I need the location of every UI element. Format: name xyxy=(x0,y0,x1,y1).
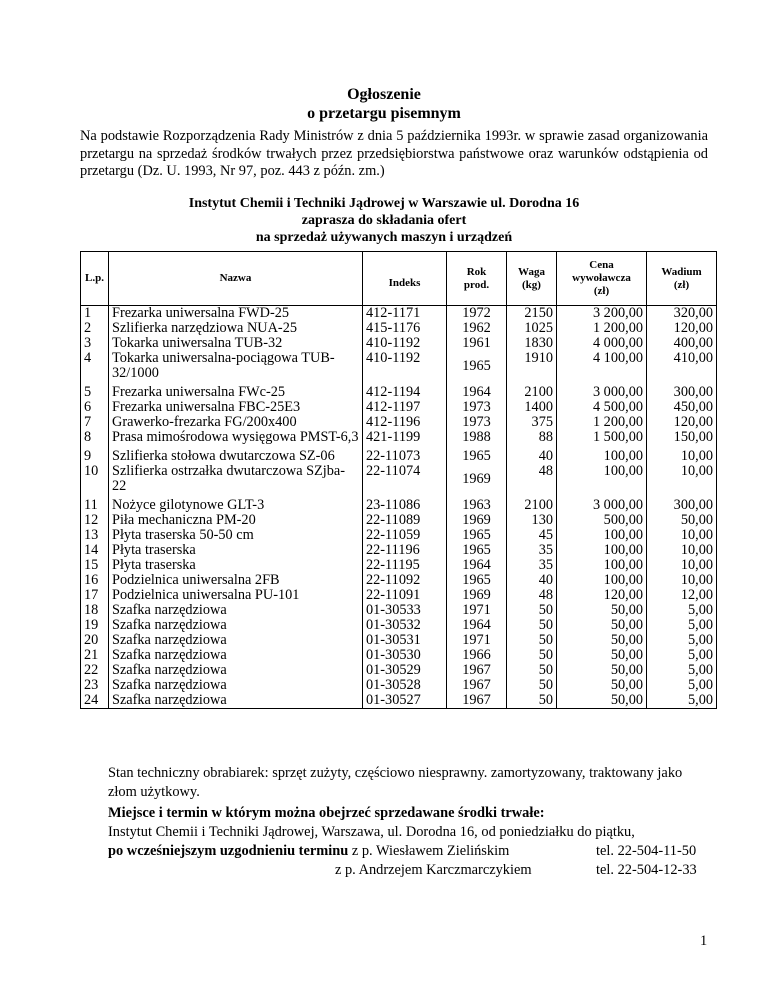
row-waga: 2100 xyxy=(507,381,557,400)
row-waga: 1910 xyxy=(507,351,557,381)
row-indeks: 412-1197 xyxy=(363,400,447,415)
row-wadium: 120,00 xyxy=(647,321,717,336)
contact-person-2: z p. Andrzejem Karczmarczykiem xyxy=(335,862,532,878)
row-cena: 1 200,00 xyxy=(557,321,647,336)
table-row xyxy=(81,336,717,351)
row-rok: 1966 xyxy=(447,648,507,663)
row-nazwa: Płyta traserska xyxy=(109,558,363,573)
row-wadium: 450,00 xyxy=(647,400,717,415)
header-indeks: Indeks xyxy=(363,252,447,306)
row-indeks: 01-30531 xyxy=(363,633,447,648)
row-rok: 1964 xyxy=(447,618,507,633)
row-nazwa: Grawerko-frezarka FG/200x400 xyxy=(109,415,363,430)
row-cena: 3 000,00 xyxy=(557,381,647,400)
row-wadium: 10,00 xyxy=(647,464,717,494)
row-waga: 1025 xyxy=(507,321,557,336)
row-nazwa: Szafka narzędziowa xyxy=(109,618,363,633)
row-nazwa: Szlifierka ostrzałka dwutarczowa SZjba-22 xyxy=(109,464,363,494)
row-lp: 24 xyxy=(81,693,109,709)
row-nazwa: Podzielnica uniwersalna PU-101 xyxy=(109,588,363,603)
arrangement-note: po wcześniejszym uzgodnieniu terminu xyxy=(108,843,349,859)
row-nazwa: Szafka narzędziowa xyxy=(109,648,363,663)
table-row xyxy=(81,381,717,400)
row-wadium: 5,00 xyxy=(647,618,717,633)
header-nazwa: Nazwa xyxy=(109,252,363,306)
row-rok: 1973 xyxy=(447,415,507,430)
row-rok: 1961 xyxy=(447,336,507,351)
table-row xyxy=(81,464,717,494)
table-row xyxy=(81,588,717,603)
row-cena: 50,00 xyxy=(557,693,647,709)
table-row xyxy=(81,494,717,513)
row-indeks: 22-11074 xyxy=(363,464,447,494)
row-rok: 1967 xyxy=(447,678,507,693)
row-cena: 100,00 xyxy=(557,464,647,494)
row-indeks: 22-11092 xyxy=(363,573,447,588)
contact-phone-1: tel. 22-504-11-50 xyxy=(596,843,697,859)
row-indeks: 410-1192 xyxy=(363,351,447,381)
row-waga: 50 xyxy=(507,678,557,693)
row-rok: 1967 xyxy=(447,663,507,678)
row-rok: 1967 xyxy=(447,693,507,709)
organization-line: Instytut Chemii i Techniki Jądrowej w Warszawie ul. Dorodna 16 xyxy=(188,196,580,211)
row-rok: 1963 xyxy=(447,494,507,513)
row-rok: 1969 xyxy=(447,464,507,494)
header-lp: L.p. xyxy=(81,252,109,306)
row-nazwa: Szlifierka stołowa dwutarczowa SZ-06 xyxy=(109,445,363,464)
intro-paragraph: Na podstawie Rozporządzenia Rady Ministrów z dnia 5 października 1993r. w sprawie zasad organizowania przetargu na sprzedaż środków trwałych przez przedsiębiorstwa państwowe oraz warunków odstąpienia od przetargu (Dz. U. 1993, Nr 97, poz. 443 z późn. zm.) xyxy=(80,128,708,179)
row-indeks: 22-11196 xyxy=(363,543,447,558)
row-nazwa: Nożyce gilotynowe GLT-3 xyxy=(109,494,363,513)
row-wadium: 50,00 xyxy=(647,513,717,528)
page-number: 1 xyxy=(700,933,708,949)
row-rok: 1969 xyxy=(447,588,507,603)
sale-subject-line: na sprzedaż używanych maszyn i urządzeń xyxy=(255,230,513,245)
table-row xyxy=(81,543,717,558)
table-row xyxy=(81,445,717,464)
row-cena: 4 000,00 xyxy=(557,336,647,351)
row-lp: 4 xyxy=(81,351,109,381)
row-lp: 5 xyxy=(81,381,109,400)
row-lp: 16 xyxy=(81,573,109,588)
row-rok: 1972 xyxy=(447,306,507,322)
row-waga: 1830 xyxy=(507,336,557,351)
row-nazwa: Szafka narzędziowa xyxy=(109,693,363,709)
row-indeks: 22-11059 xyxy=(363,528,447,543)
row-lp: 8 xyxy=(81,430,109,445)
row-indeks: 421-1199 xyxy=(363,430,447,445)
table-row xyxy=(81,351,717,381)
row-nazwa: Podzielnica uniwersalna 2FB xyxy=(109,573,363,588)
row-lp: 20 xyxy=(81,633,109,648)
row-rok: 1965 xyxy=(447,351,507,381)
table-row xyxy=(81,648,717,663)
row-wadium: 5,00 xyxy=(647,693,717,709)
table-header-row xyxy=(81,252,717,306)
row-indeks: 01-30527 xyxy=(363,693,447,709)
row-rok: 1965 xyxy=(447,528,507,543)
row-indeks: 01-30532 xyxy=(363,618,447,633)
header-rok: Rok prod. xyxy=(447,252,507,306)
table-row xyxy=(81,603,717,618)
row-cena: 50,00 xyxy=(557,603,647,618)
row-nazwa: Szafka narzędziowa xyxy=(109,633,363,648)
row-indeks: 412-1171 xyxy=(363,306,447,322)
row-nazwa: Frezarka uniwersalna FWc-25 xyxy=(109,381,363,400)
row-cena: 50,00 xyxy=(557,648,647,663)
row-wadium: 10,00 xyxy=(647,445,717,464)
row-lp: 21 xyxy=(81,648,109,663)
row-cena: 50,00 xyxy=(557,618,647,633)
viewing-address: Instytut Chemii i Techniki Jądrowej, Warszawa, ul. Dorodna 16, od poniedziałku do piątku, xyxy=(108,824,635,840)
row-nazwa: Szafka narzędziowa xyxy=(109,663,363,678)
row-waga: 35 xyxy=(507,543,557,558)
row-waga: 50 xyxy=(507,693,557,709)
row-indeks: 01-30530 xyxy=(363,648,447,663)
contact-person-1: z p. Wiesławem Zielińskim xyxy=(348,843,510,859)
row-waga: 50 xyxy=(507,618,557,633)
row-indeks: 412-1196 xyxy=(363,415,447,430)
row-waga: 50 xyxy=(507,663,557,678)
table-row xyxy=(81,663,717,678)
document-subtitle: o przetargu pisemnym xyxy=(307,105,461,122)
contact-phone-2: tel. 22-504-12-33 xyxy=(596,862,697,878)
row-cena: 1 200,00 xyxy=(557,415,647,430)
table-row xyxy=(81,693,717,709)
invitation-line: zaprasza do składania ofert xyxy=(301,213,467,228)
row-lp: 22 xyxy=(81,663,109,678)
row-rok: 1971 xyxy=(447,633,507,648)
row-nazwa: Szlifierka narzędziowa NUA-25 xyxy=(109,321,363,336)
row-wadium: 300,00 xyxy=(647,494,717,513)
row-indeks: 415-1176 xyxy=(363,321,447,336)
row-cena: 50,00 xyxy=(557,663,647,678)
row-rok: 1962 xyxy=(447,321,507,336)
row-nazwa: Frezarka uniwersalna FWD-25 xyxy=(109,306,363,322)
viewing-heading: Miejsce i termin w którym można obejrzeć sprzedawane środki trwałe: xyxy=(108,805,545,821)
row-cena: 3 000,00 xyxy=(557,494,647,513)
row-lp: 23 xyxy=(81,678,109,693)
header-waga: Waga (kg) xyxy=(507,252,557,306)
row-wadium: 410,00 xyxy=(647,351,717,381)
row-lp: 19 xyxy=(81,618,109,633)
row-waga: 40 xyxy=(507,445,557,464)
row-rok: 1965 xyxy=(447,543,507,558)
row-cena: 100,00 xyxy=(557,558,647,573)
row-wadium: 5,00 xyxy=(647,663,717,678)
header-wadium: Wadium (zł) xyxy=(647,252,717,306)
row-cena: 100,00 xyxy=(557,528,647,543)
row-nazwa: Płyta traserska 50-50 cm xyxy=(109,528,363,543)
table-row xyxy=(81,321,717,336)
row-rok: 1964 xyxy=(447,381,507,400)
row-waga: 2100 xyxy=(507,494,557,513)
row-wadium: 150,00 xyxy=(647,430,717,445)
row-nazwa: Szafka narzędziowa xyxy=(109,678,363,693)
header-cena: Cena wywoławcza (zł) xyxy=(557,252,647,306)
row-lp: 12 xyxy=(81,513,109,528)
contact-line-2 xyxy=(335,861,768,880)
row-lp: 1 xyxy=(81,306,109,322)
row-rok: 1965 xyxy=(447,573,507,588)
row-waga: 375 xyxy=(507,415,557,430)
row-rok: 1973 xyxy=(447,400,507,415)
row-waga: 48 xyxy=(507,588,557,603)
row-nazwa: Tokarka uniwersalna TUB-32 xyxy=(109,336,363,351)
row-waga: 35 xyxy=(507,558,557,573)
row-rok: 1964 xyxy=(447,558,507,573)
row-rok: 1969 xyxy=(447,513,507,528)
row-wadium: 10,00 xyxy=(647,573,717,588)
row-lp: 11 xyxy=(81,494,109,513)
row-lp: 6 xyxy=(81,400,109,415)
row-lp: 2 xyxy=(81,321,109,336)
row-lp: 3 xyxy=(81,336,109,351)
row-wadium: 10,00 xyxy=(647,528,717,543)
table-row xyxy=(81,306,717,322)
row-waga: 88 xyxy=(507,430,557,445)
row-indeks: 410-1192 xyxy=(363,336,447,351)
row-nazwa: Frezarka uniwersalna FBC-25E3 xyxy=(109,400,363,415)
row-nazwa: Tokarka uniwersalna-pociągowa TUB-32/1000 xyxy=(109,351,363,381)
row-lp: 13 xyxy=(81,528,109,543)
row-waga: 130 xyxy=(507,513,557,528)
row-lp: 14 xyxy=(81,543,109,558)
row-rok: 1971 xyxy=(447,603,507,618)
table-row xyxy=(81,633,717,648)
row-rok: 1965 xyxy=(447,445,507,464)
row-cena: 500,00 xyxy=(557,513,647,528)
row-cena: 120,00 xyxy=(557,588,647,603)
table-row xyxy=(81,430,717,445)
row-wadium: 5,00 xyxy=(647,603,717,618)
row-lp: 15 xyxy=(81,558,109,573)
row-nazwa: Prasa mimośrodowa wysięgowa PMST-6,3 xyxy=(109,430,363,445)
row-wadium: 320,00 xyxy=(647,306,717,322)
row-indeks: 22-11091 xyxy=(363,588,447,603)
row-cena: 3 200,00 xyxy=(557,306,647,322)
row-nazwa: Szafka narzędziowa xyxy=(109,603,363,618)
table-row xyxy=(81,618,717,633)
row-wadium: 5,00 xyxy=(647,678,717,693)
table-row xyxy=(81,415,717,430)
row-waga: 40 xyxy=(507,573,557,588)
row-wadium: 120,00 xyxy=(647,415,717,430)
row-lp: 18 xyxy=(81,603,109,618)
row-indeks: 22-11089 xyxy=(363,513,447,528)
table-row xyxy=(81,558,717,573)
row-rok: 1988 xyxy=(447,430,507,445)
table-row xyxy=(81,513,717,528)
row-waga: 50 xyxy=(507,603,557,618)
row-waga: 45 xyxy=(507,528,557,543)
row-waga: 48 xyxy=(507,464,557,494)
row-cena: 100,00 xyxy=(557,445,647,464)
table-row xyxy=(81,400,717,415)
row-nazwa: Płyta traserska xyxy=(109,543,363,558)
row-lp: 10 xyxy=(81,464,109,494)
row-indeks: 412-1194 xyxy=(363,381,447,400)
table-row xyxy=(81,573,717,588)
row-cena: 100,00 xyxy=(557,543,647,558)
row-indeks: 01-30529 xyxy=(363,663,447,678)
row-wadium: 5,00 xyxy=(647,633,717,648)
row-nazwa: Piła mechaniczna PM-20 xyxy=(109,513,363,528)
row-indeks: 01-30528 xyxy=(363,678,447,693)
row-lp: 17 xyxy=(81,588,109,603)
row-wadium: 10,00 xyxy=(647,543,717,558)
row-waga: 50 xyxy=(507,648,557,663)
row-indeks: 22-11073 xyxy=(363,445,447,464)
row-wadium: 400,00 xyxy=(647,336,717,351)
row-waga: 50 xyxy=(507,633,557,648)
table-row xyxy=(81,678,717,693)
table-row xyxy=(81,528,717,543)
technical-condition: Stan techniczny obrabiarek: sprzęt zużyty, częściowo niesprawny. zamortyzowany, traktowany jako złom użytkowy. xyxy=(108,765,683,800)
row-indeks: 01-30533 xyxy=(363,603,447,618)
row-wadium: 12,00 xyxy=(647,588,717,603)
row-waga: 1400 xyxy=(507,400,557,415)
equipment-table xyxy=(80,251,717,709)
row-lp: 9 xyxy=(81,445,109,464)
row-waga: 2150 xyxy=(507,306,557,322)
row-lp: 7 xyxy=(81,415,109,430)
row-indeks: 22-11195 xyxy=(363,558,447,573)
row-cena: 100,00 xyxy=(557,573,647,588)
row-cena: 1 500,00 xyxy=(557,430,647,445)
row-wadium: 10,00 xyxy=(647,558,717,573)
row-cena: 50,00 xyxy=(557,633,647,648)
row-wadium: 300,00 xyxy=(647,381,717,400)
contact-line-1 xyxy=(108,842,708,861)
row-cena: 4 100,00 xyxy=(557,351,647,381)
row-cena: 4 500,00 xyxy=(557,400,647,415)
document-title: Ogłoszenie xyxy=(347,86,421,103)
row-indeks: 23-11086 xyxy=(363,494,447,513)
row-wadium: 5,00 xyxy=(647,648,717,663)
row-cena: 50,00 xyxy=(557,678,647,693)
